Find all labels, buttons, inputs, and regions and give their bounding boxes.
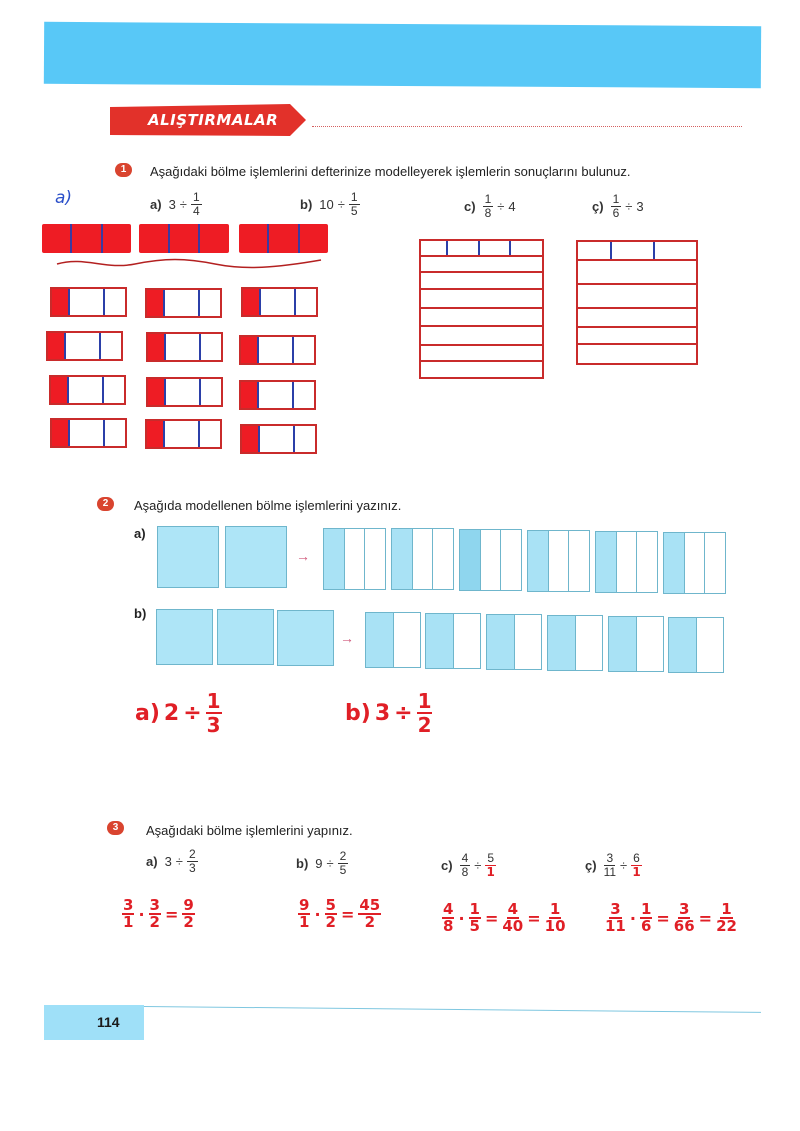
quarter-box	[239, 335, 316, 365]
multiply-sign: ·	[629, 908, 636, 928]
label: b)	[296, 856, 309, 871]
denominator: 2	[364, 913, 376, 931]
ex3-problem-c	[441, 852, 496, 879]
numerator: 1	[350, 190, 358, 204]
section-title: ALIŞTIRMALAR	[148, 111, 279, 129]
half-piece	[425, 613, 481, 669]
denominator: 2	[183, 913, 194, 931]
denominator: 8	[484, 206, 492, 220]
denominator: 6	[612, 206, 620, 220]
whole: 3	[164, 854, 172, 869]
numerator: 1	[612, 192, 620, 206]
third-piece	[323, 528, 386, 590]
fraction	[149, 898, 161, 930]
fraction	[338, 850, 349, 877]
numerator: 1	[721, 900, 732, 918]
quarter-box	[145, 288, 222, 318]
label: c)	[441, 858, 453, 873]
whole-square	[277, 610, 334, 666]
whole-square	[217, 609, 274, 665]
ex3-solution-cc	[605, 902, 737, 934]
whole: 3	[374, 700, 391, 726]
ex1-problem-a	[150, 191, 202, 218]
numerator: 3	[606, 851, 614, 865]
fraction	[349, 191, 360, 218]
fraction	[191, 191, 202, 218]
whole-square	[156, 609, 213, 665]
fraction	[605, 902, 626, 934]
half-piece	[486, 614, 542, 670]
quarter-box	[46, 331, 123, 361]
quarter-box	[240, 424, 317, 454]
equals-sign: =	[527, 908, 541, 928]
numerator: 3	[610, 900, 621, 918]
divide-sign: ÷	[337, 197, 345, 212]
ex3-problem-cc	[585, 852, 642, 879]
denominator: 3	[206, 713, 221, 737]
fraction	[417, 690, 433, 736]
half-piece	[547, 615, 603, 671]
ex2-row-b-label: b)	[134, 606, 147, 621]
denominator: 1	[123, 913, 134, 931]
exercise-3-instruction: Aşağıdaki bölme işlemlerini yapınız.	[146, 823, 353, 838]
divisor: 6	[633, 851, 640, 865]
label: b)	[300, 197, 313, 212]
third-piece	[595, 531, 658, 593]
divide-sign: ÷	[179, 197, 187, 212]
quarter-box	[50, 287, 127, 317]
denominator: 66	[673, 917, 695, 935]
fraction	[469, 902, 481, 934]
handwritten-label-a: a)	[55, 188, 73, 208]
fraction	[122, 898, 134, 930]
numerator: 3	[123, 896, 134, 914]
numerator: 4	[507, 900, 519, 918]
numerator: 1	[206, 689, 221, 713]
label: a)	[146, 854, 158, 869]
multiply-sign: ·	[314, 904, 321, 924]
divide-sign: ÷	[497, 199, 505, 214]
grid-model-cc	[576, 240, 698, 365]
denominator: 2	[149, 913, 160, 931]
numerator: 1	[192, 190, 200, 204]
denominator: 6	[640, 917, 652, 935]
divide-sign: ÷	[175, 854, 183, 869]
divide-sign: ÷	[625, 199, 633, 214]
numerator: 1	[640, 900, 652, 918]
exercise-1-instruction: Aşağıdaki bölme işlemlerini defterinize modelleyerek işlemlerin sonuçlarını bulunuz.	[150, 164, 631, 179]
whole: 3	[168, 197, 176, 212]
denominator: 11	[603, 865, 617, 879]
exercise-3-badge: 3	[107, 821, 124, 835]
divide-sign: ÷	[394, 700, 413, 726]
quarter-box	[146, 377, 223, 407]
fraction	[604, 852, 616, 879]
divisor: 3	[636, 199, 644, 214]
fraction	[502, 902, 523, 934]
whole: 9	[315, 856, 323, 871]
half-piece	[365, 612, 421, 668]
third-piece	[391, 528, 454, 590]
fraction	[640, 902, 652, 934]
numerator: 1	[417, 689, 432, 713]
numerator: 2	[188, 847, 196, 861]
quarter-box	[49, 375, 126, 405]
third-piece	[527, 530, 590, 592]
denominator: 10	[544, 917, 566, 935]
grid-model-c	[419, 239, 544, 379]
numerator: 1	[549, 900, 561, 918]
third-piece	[663, 532, 726, 594]
whole-square	[157, 526, 219, 588]
whole: 2	[163, 700, 180, 726]
divide-sign: ÷	[326, 856, 334, 871]
multiply-sign: ·	[458, 908, 465, 928]
whole-square	[225, 526, 287, 588]
multiply-sign: ·	[138, 904, 145, 924]
arrow-right-icon: →	[340, 630, 354, 646]
page-number-bar	[44, 1005, 144, 1040]
numerator: 1	[469, 900, 480, 918]
ex3-solution-b	[298, 898, 381, 930]
arrow-right-icon: →	[296, 548, 310, 564]
page-number: 114	[97, 1014, 120, 1030]
numerator: 9	[299, 896, 310, 914]
label: ç)	[592, 199, 604, 214]
handwritten-denominator: 1	[486, 865, 495, 879]
numerator: 3	[149, 896, 160, 914]
ex3-solution-a	[122, 898, 195, 930]
divide-sign: ÷	[474, 858, 482, 873]
numerator: 4	[461, 851, 469, 865]
label: c)	[464, 199, 476, 214]
denominator: 5	[350, 204, 358, 218]
equals-sign: =	[484, 908, 499, 928]
ex3-solution-c	[442, 902, 566, 934]
fraction	[716, 902, 737, 934]
exercise-1-badge: 1	[115, 163, 132, 177]
numerator: 4	[443, 900, 454, 918]
denominator: 2	[417, 713, 432, 737]
third-piece	[459, 529, 522, 591]
divide-sign: ÷	[620, 858, 628, 873]
whole-bar-1	[42, 224, 131, 253]
divisor: 4	[508, 199, 516, 214]
numerator: 9	[183, 896, 194, 914]
whole-bar-2	[139, 224, 229, 253]
whole: 10	[319, 197, 334, 212]
fraction	[442, 902, 454, 934]
fraction	[674, 902, 695, 934]
quarter-box	[239, 380, 316, 410]
top-banner	[44, 22, 761, 88]
wavy-line-icon	[55, 256, 325, 272]
fraction	[298, 898, 310, 930]
dotted-divider	[312, 126, 742, 127]
ex2-answer-b	[345, 690, 432, 736]
numerator: 5	[325, 896, 336, 914]
label: a)	[135, 700, 160, 726]
divisor-fraction	[631, 852, 642, 879]
numerator: 45	[359, 896, 381, 914]
fraction	[325, 898, 337, 930]
ex3-problem-a	[146, 848, 198, 875]
denominator: 1	[299, 913, 310, 931]
fraction	[182, 898, 194, 930]
half-piece	[608, 616, 664, 672]
ex2-answer-a	[135, 690, 222, 736]
numerator: 1	[484, 192, 492, 206]
label: ç)	[585, 858, 597, 873]
divide-sign: ÷	[183, 700, 202, 726]
denominator: 3	[188, 861, 196, 875]
equals-sign: =	[656, 908, 670, 928]
denominator: 22	[716, 917, 737, 935]
denominator: 4	[192, 204, 200, 218]
equals-sign: =	[164, 904, 179, 924]
denominator: 8	[443, 917, 454, 935]
denominator: 5	[339, 863, 347, 877]
fraction	[206, 690, 222, 736]
ex1-problem-cc	[592, 193, 644, 220]
denominator: 11	[605, 917, 626, 935]
label: b)	[345, 700, 371, 726]
numerator: 3	[679, 900, 690, 918]
label: a)	[150, 197, 162, 212]
divisor-fraction	[485, 852, 496, 879]
fraction	[483, 193, 494, 220]
numerator: 2	[339, 849, 347, 863]
ex2-row-a-label: a)	[134, 526, 146, 541]
quarter-box	[50, 418, 127, 448]
equals-sign: =	[698, 908, 713, 928]
ex1-problem-b	[300, 191, 360, 218]
exercise-2-instruction: Aşağıda modellenen bölme işlemlerini yazınız.	[134, 498, 402, 513]
divisor: 5	[487, 851, 495, 865]
fraction	[545, 902, 566, 934]
fraction	[460, 852, 471, 879]
quarter-box	[145, 419, 222, 449]
exercise-2-badge: 2	[97, 497, 114, 511]
equals-sign: =	[340, 904, 355, 924]
fraction	[187, 848, 198, 875]
quarter-box	[241, 287, 318, 317]
quarter-box	[146, 332, 223, 362]
denominator: 40	[502, 917, 524, 935]
whole-bar-3	[239, 224, 328, 253]
denominator: 2	[325, 913, 336, 931]
footer-rule	[144, 1006, 761, 1013]
fraction	[358, 898, 381, 930]
ex1-problem-c	[464, 193, 516, 220]
half-piece	[668, 617, 724, 673]
denominator: 5	[469, 917, 480, 935]
section-tag	[110, 104, 306, 136]
denominator: 8	[461, 865, 469, 879]
fraction	[611, 193, 622, 220]
ex3-problem-b	[296, 850, 348, 877]
handwritten-denominator: 1	[632, 865, 641, 879]
